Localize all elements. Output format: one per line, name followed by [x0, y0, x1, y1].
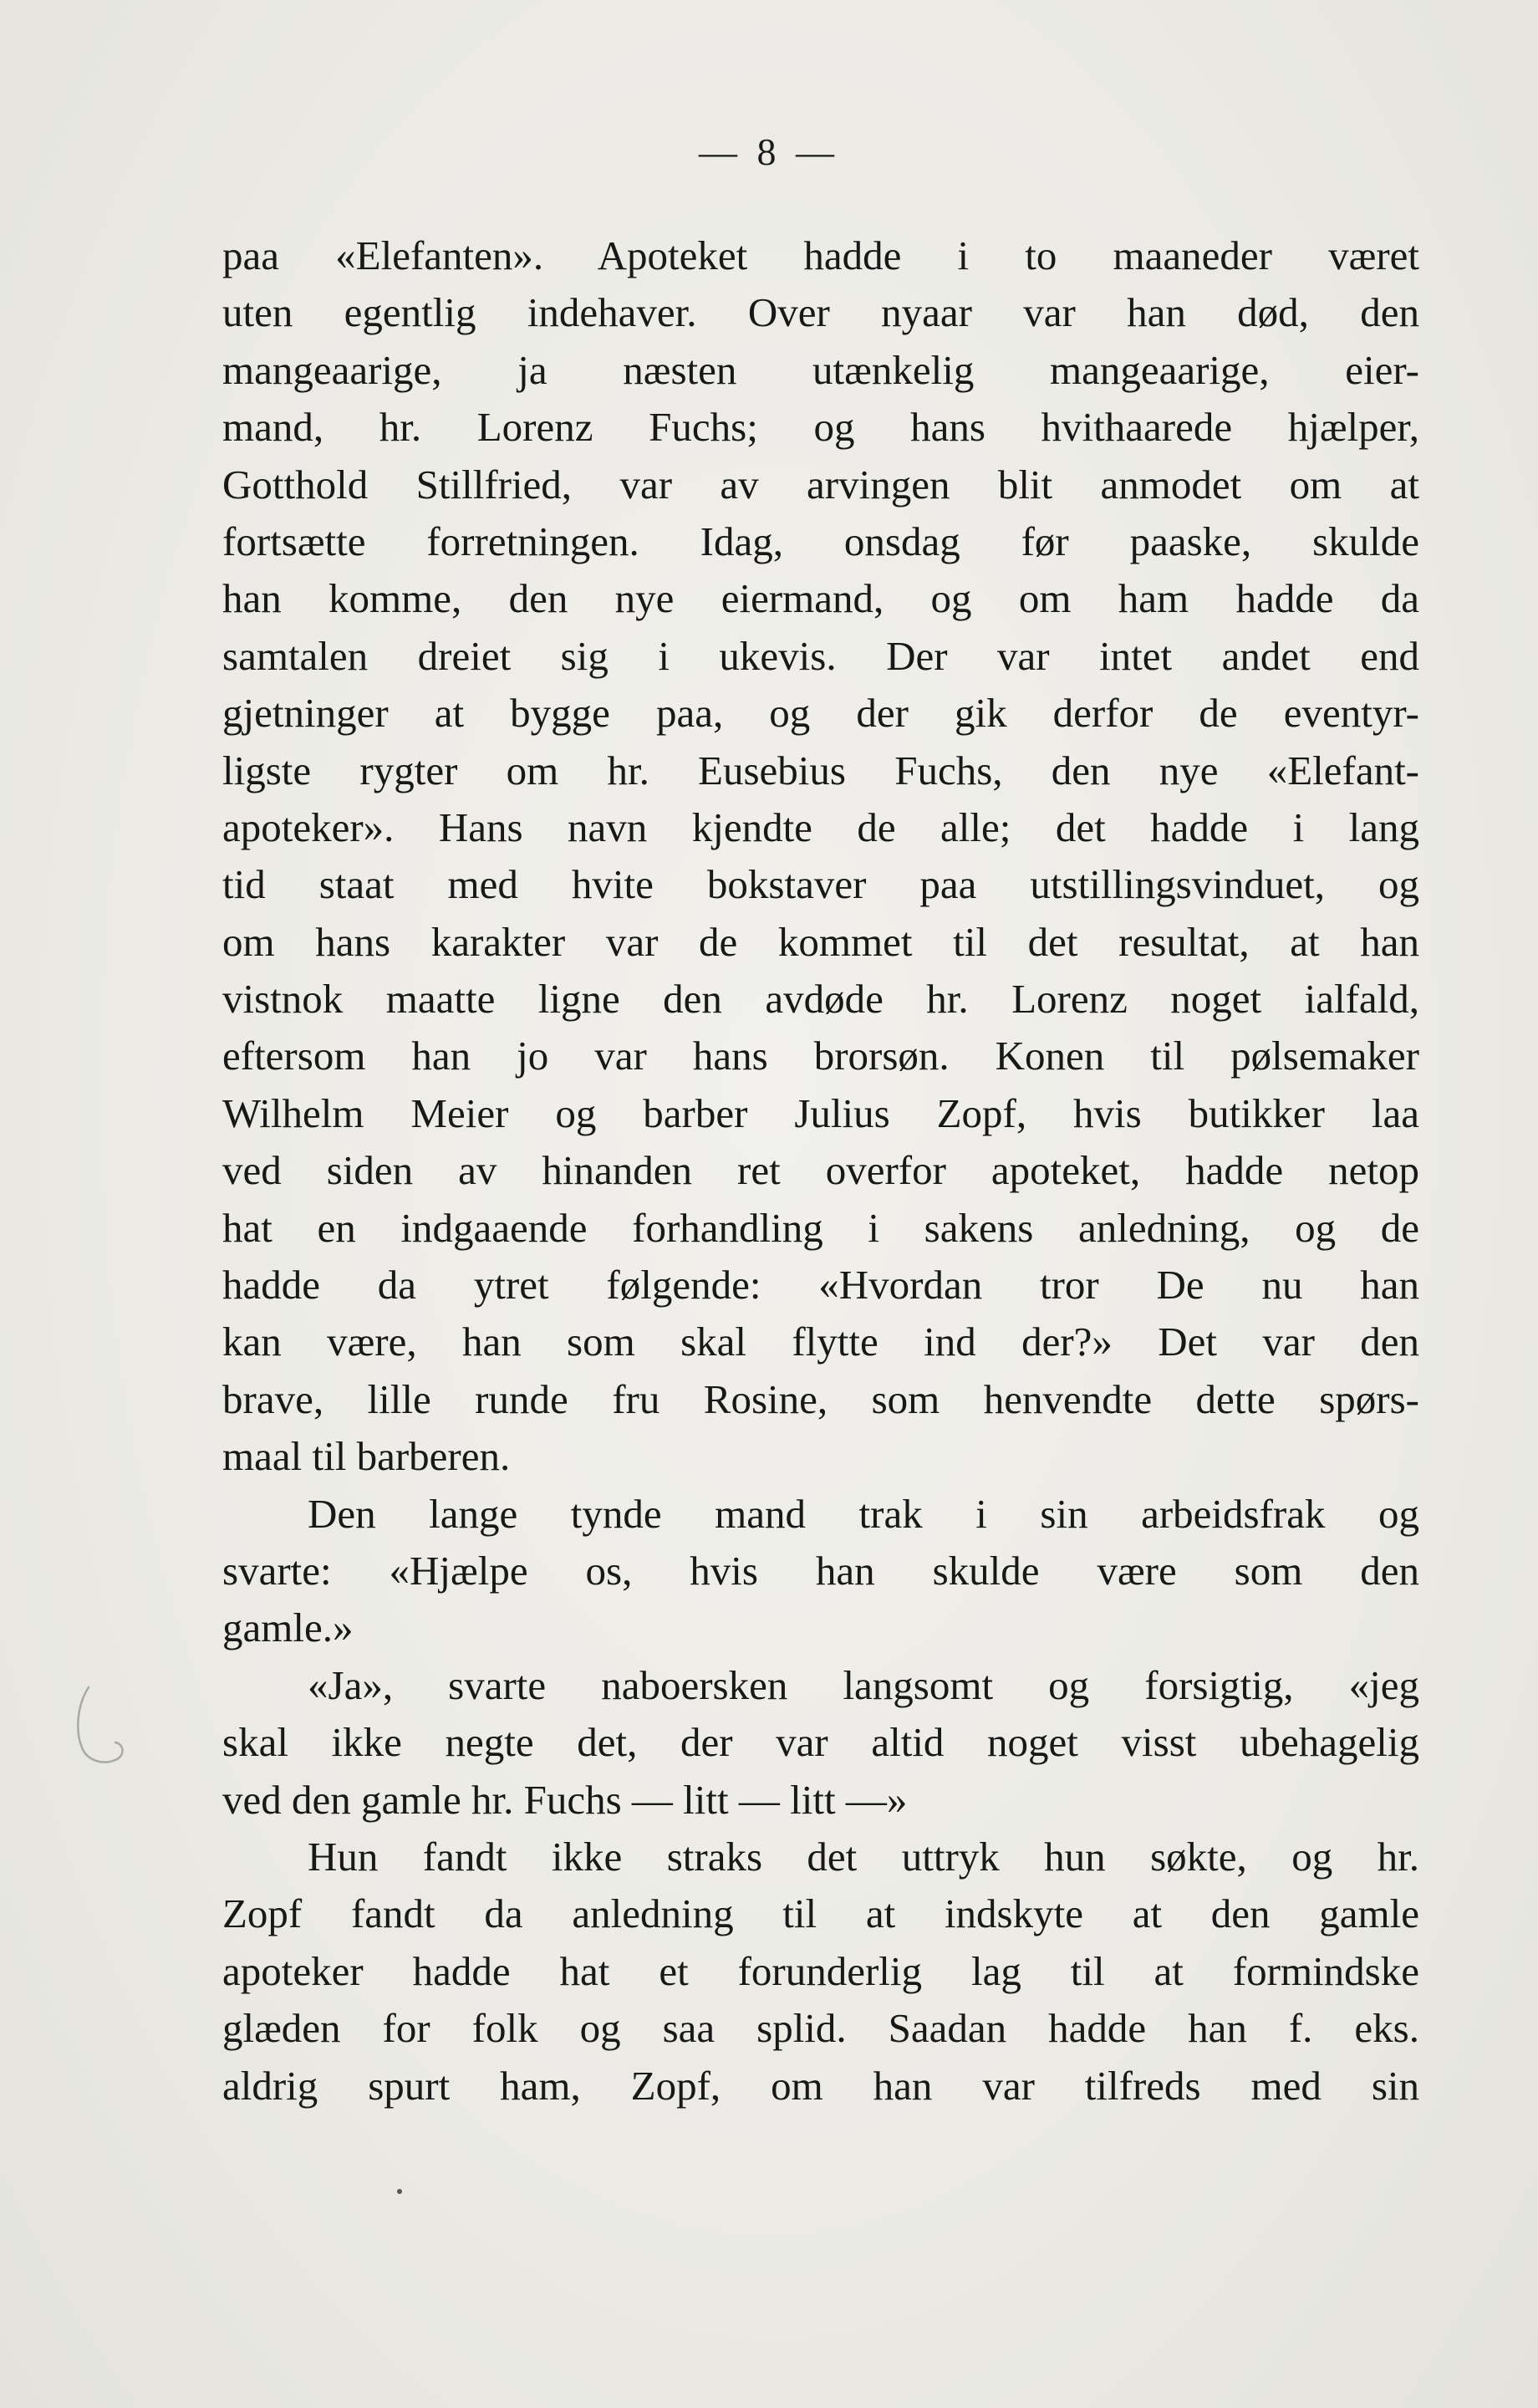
paper-speck [397, 2189, 402, 2194]
page-number: — 8 — [699, 130, 839, 173]
text-line: gjetninger at bygge paa, og der gik derfor de eventyr- [222, 690, 1419, 737]
text-line: tid staat med hvite bokstaver paa utstillingsvinduet, og [222, 861, 1419, 908]
text-line: ligste rygter om hr. Eusebius Fuchs, den nye «Elefant- [222, 747, 1419, 793]
text-line: mangeaarige, ja næsten utænkelig mangeaarige, eier- [222, 346, 1419, 393]
text-line: eftersom han jo var hans brorsøn. Konen til pølsemaker [222, 1033, 1419, 1079]
text-line: brave, lille runde fru Rosine, som henvendte dette spørs- [222, 1375, 1419, 1422]
text-line: samtalen dreiet sig i ukevis. Der var intet andet end [222, 632, 1419, 679]
text-line: apoteker hadde hat et forunderlig lag til at formindske [222, 1947, 1419, 1994]
text-line: Wilhelm Meier og barber Julius Zopf, hvis butikker laa [222, 1089, 1419, 1136]
text-line: aldrig spurt ham, Zopf, om han var tilfreds med sin [222, 2062, 1419, 2109]
text-line: ved den gamle hr. Fuchs — litt — litt —» [222, 1776, 908, 1823]
text-line: Zopf fandt da anledning til at indskyte at den gamle [222, 1890, 1419, 1937]
text-line: Hun fandt ikke straks det uttryk hun søkte, og hr. [308, 1833, 1419, 1880]
text-line: svarte: «Hjælpe os, hvis han skulde være som den [222, 1547, 1419, 1594]
text-line: maal til barberen. [222, 1433, 511, 1480]
margin-pencil-mark-icon [70, 1681, 137, 1773]
text-line: vistnok maatte ligne den avdøde hr. Lorenz noget ialfald, [222, 976, 1419, 1023]
text-line: Gotthold Stillfried, var av arvingen blit anmodet om at [222, 461, 1419, 508]
text-line: kan være, han som skal flytte ind der?» Det var den [222, 1319, 1419, 1365]
body-text [222, 227, 1419, 2115]
text-line: uten egentlig indehaver. Over nyaar var han død, den [222, 289, 1419, 336]
text-line: fortsætte forretningen. Idag, onsdag før paaske, skulde [222, 518, 1419, 564]
text-line: skal ikke negte det, der var altid noget visst ubehagelig [222, 1719, 1419, 1766]
text-line: glæden for folk og saa splid. Saadan hadde han f. eks. [222, 2005, 1419, 2052]
text-line: gamle.» [222, 1604, 354, 1651]
text-line: han komme, den nye eiermand, og om ham hadde da [222, 575, 1419, 622]
text-line: ved siden av hinanden ret overfor apoteket, hadde netop [222, 1147, 1419, 1194]
text-line: Den lange tynde mand trak i sin arbeidsfrak og [308, 1490, 1419, 1537]
text-line: paa «Elefanten». Apoteket hadde i to maaneder været [222, 232, 1419, 278]
text-line: «Ja», svarte naboersken langsomt og forsigtig, «jeg [308, 1661, 1419, 1708]
text-line: apoteker». Hans navn kjendte de alle; det hadde i lang [222, 804, 1419, 850]
text-line: hat en indgaaende forhandling i sakens anledning, og de [222, 1204, 1419, 1251]
text-line: mand, hr. Lorenz Fuchs; og hans hvithaarede hjælper, [222, 404, 1419, 451]
text-line: om hans karakter var de kommet til det resultat, at han [222, 918, 1419, 965]
text-line: hadde da ytret følgende: «Hvordan tror De nu han [222, 1262, 1419, 1309]
